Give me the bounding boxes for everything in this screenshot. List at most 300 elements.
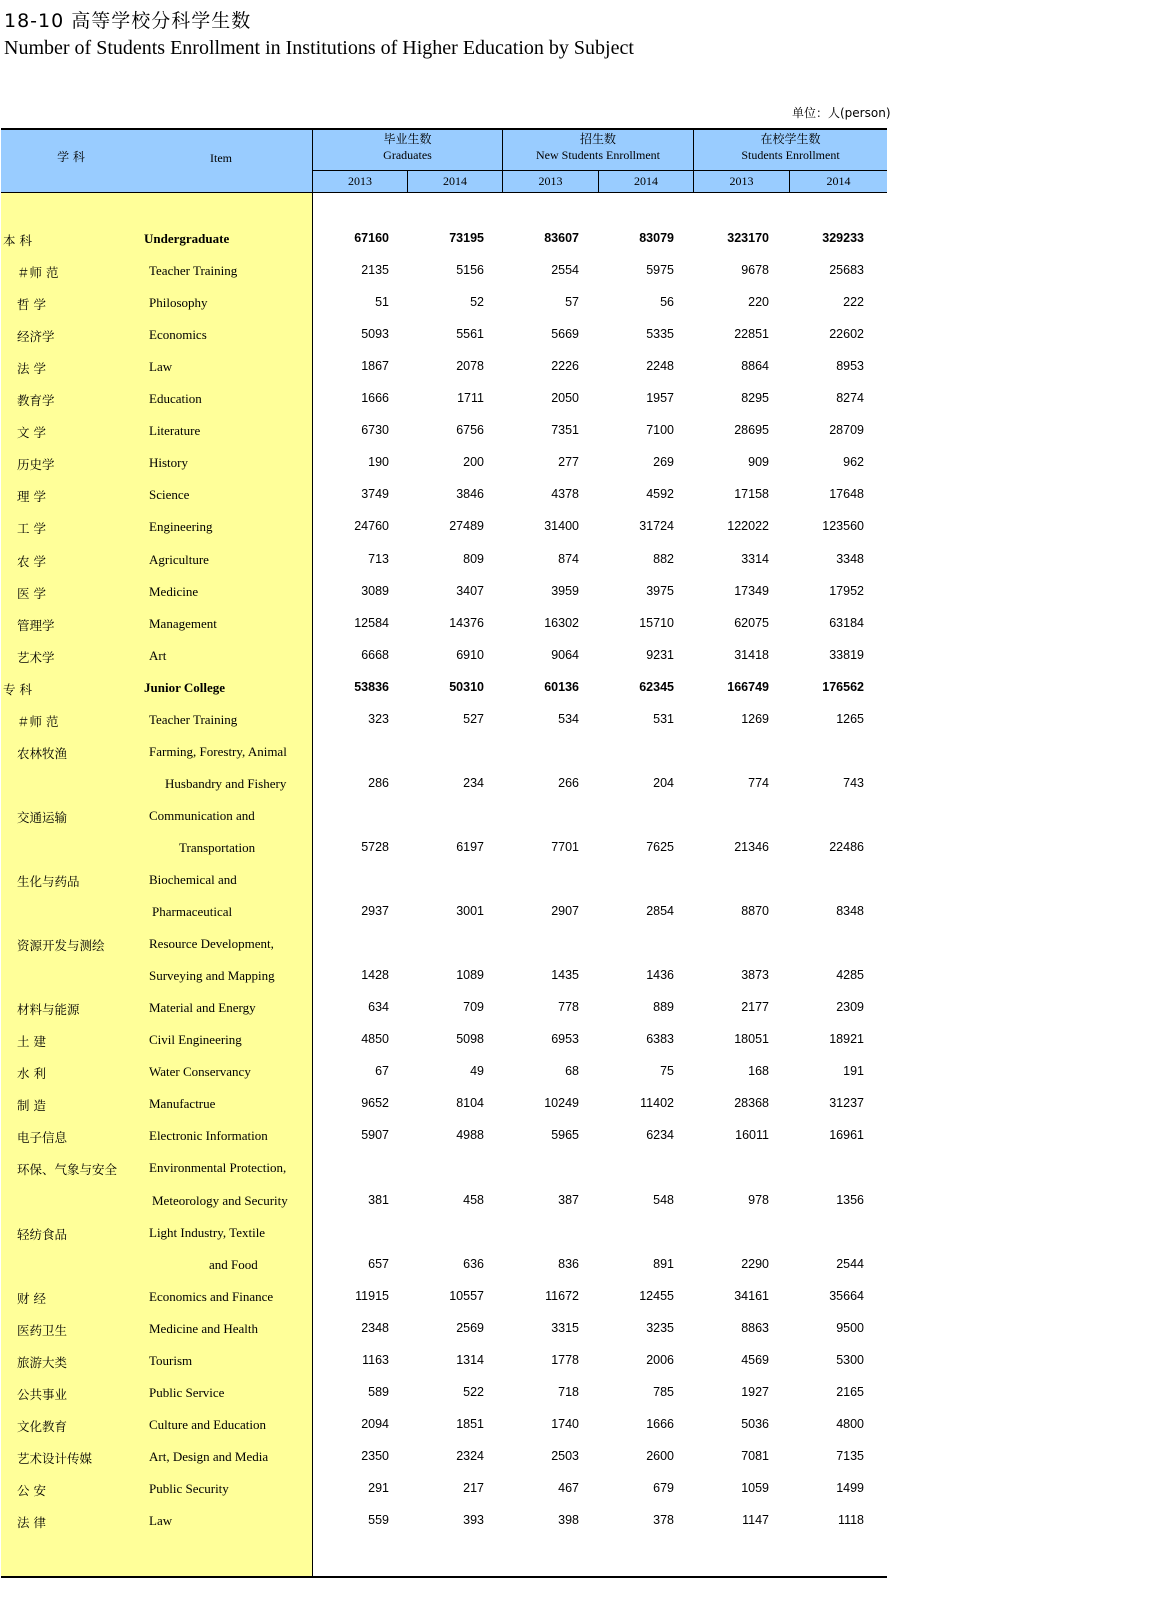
value-cell: 5098 — [456, 1032, 484, 1047]
value-cell: 323170 — [727, 231, 769, 245]
value-cell: 559 — [368, 1513, 389, 1527]
subject-en: Manufactrue — [149, 1096, 216, 1112]
subject-cn: 电子信息 — [17, 1130, 68, 1146]
value-cell: 15710 — [639, 615, 674, 630]
value-cell: 6234 — [646, 1128, 674, 1143]
subject-cn: 教育学 — [17, 393, 55, 409]
value-cell: 527 — [463, 711, 484, 726]
subject-cn: 法 律 — [17, 1515, 46, 1530]
value-cell: 7135 — [836, 1448, 864, 1463]
table-row — [1, 286, 887, 318]
value-cell: 9678 — [741, 263, 769, 278]
value-cell: 8104 — [456, 1096, 484, 1111]
value-cell: 1428 — [361, 968, 389, 983]
table-row — [1, 1216, 887, 1248]
table-row — [1, 863, 887, 895]
value-cell: 14376 — [449, 615, 484, 630]
value-cell: 4569 — [741, 1352, 769, 1367]
value-cell: 4592 — [646, 487, 674, 502]
value-cell: 2078 — [456, 359, 484, 374]
table-row — [1, 1472, 887, 1504]
subject-en: Management — [149, 615, 217, 631]
value-cell: 16302 — [544, 615, 579, 630]
new-enrollment-header-en: New Students Enrollment — [536, 148, 660, 162]
value-cell: 190 — [368, 455, 389, 470]
subject-cn: 材料与能源 — [17, 1002, 80, 1018]
subject-en: Surveying and Mapping — [149, 968, 275, 984]
unit-label: 单位：人(person) — [792, 106, 891, 120]
subject-cn: 财 经 — [17, 1290, 46, 1306]
subject-en: Tourism — [149, 1352, 193, 1368]
subject-en: Economics — [149, 327, 207, 343]
table-row — [1, 927, 887, 959]
subject-en: Public Security — [149, 1480, 229, 1496]
subject-cn: 本 科 — [3, 233, 32, 248]
subject-en: Art — [149, 647, 167, 663]
table-title-en: Number of Students Enrollment in Institutions of Higher Education by Subject — [4, 37, 634, 59]
value-cell: 12584 — [354, 615, 389, 630]
value-cell: 531 — [653, 711, 674, 726]
value-cell: 10249 — [544, 1096, 579, 1111]
value-cell: 4850 — [361, 1032, 389, 1047]
value-cell: 7081 — [741, 1448, 769, 1463]
value-cell: 5669 — [551, 327, 579, 342]
value-cell: 168 — [748, 1064, 769, 1079]
value-cell: 1778 — [551, 1352, 579, 1367]
value-cell: 166749 — [727, 679, 769, 694]
value-cell: 5335 — [646, 327, 674, 342]
value-cell: 1269 — [741, 711, 769, 726]
value-cell: 2248 — [646, 359, 674, 374]
table-row — [1, 1280, 887, 1312]
value-cell: 3314 — [741, 551, 769, 566]
value-cell: 522 — [463, 1384, 484, 1399]
value-cell: 2907 — [551, 904, 579, 919]
value-cell: 1666 — [646, 1416, 674, 1431]
item-header: Item — [210, 151, 232, 165]
value-cell: 25683 — [829, 263, 864, 278]
subject-cn: 环保、气象与安全 — [17, 1162, 118, 1178]
value-cell: 22602 — [829, 327, 864, 342]
value-cell: 67160 — [354, 231, 389, 245]
subject-en: Biochemical and — [149, 872, 237, 887]
table-row — [1, 1023, 887, 1055]
subject-header: 学 科 — [57, 150, 85, 164]
subject-en: Pharmaceutical — [152, 904, 233, 920]
subject-cn: 旅游大类 — [17, 1354, 68, 1370]
value-cell: 8295 — [741, 391, 769, 406]
value-cell: 882 — [653, 551, 674, 566]
value-cell: 718 — [558, 1384, 579, 1399]
value-cell: 200 — [463, 455, 484, 470]
value-cell: 56 — [660, 295, 674, 310]
subject-cn: ＃师 范 — [17, 713, 59, 729]
subject-cn: 法 学 — [17, 361, 46, 377]
value-cell: 8348 — [836, 904, 864, 919]
value-cell: 909 — [748, 455, 769, 470]
value-cell: 2226 — [551, 359, 579, 374]
value-cell: 9064 — [551, 647, 579, 662]
subject-en: Meteorology and Security — [152, 1192, 288, 1208]
value-cell: 8864 — [741, 359, 769, 374]
value-cell: 277 — [558, 455, 579, 470]
value-cell: 2006 — [646, 1352, 674, 1367]
value-cell: 16961 — [829, 1128, 864, 1143]
value-cell: 266 — [558, 775, 579, 790]
value-cell: 713 — [368, 551, 389, 566]
value-cell: 34161 — [734, 1288, 769, 1303]
value-cell: 2290 — [741, 1256, 769, 1271]
subject-cn: 资源开发与测绘 — [17, 938, 105, 954]
value-cell: 2165 — [836, 1384, 864, 1399]
value-cell: 5561 — [456, 327, 484, 342]
value-cell: 286 — [368, 775, 389, 790]
value-cell: 35664 — [829, 1288, 864, 1303]
value-cell: 387 — [558, 1192, 579, 1207]
value-cell: 5300 — [836, 1352, 864, 1367]
value-cell: 22486 — [829, 839, 864, 854]
table-row — [1, 639, 887, 671]
subject-cn: 水 利 — [17, 1066, 46, 1082]
subject-en: Light Industry, Textile — [149, 1224, 266, 1240]
subject-cn: 经济学 — [17, 329, 55, 345]
value-cell: 3959 — [551, 583, 579, 598]
value-cell: 17349 — [734, 583, 769, 598]
subject-en: Communication and — [149, 807, 255, 823]
value-cell: 21346 — [734, 839, 769, 854]
value-cell: 4378 — [551, 487, 579, 502]
value-cell: 9652 — [361, 1096, 389, 1111]
year-header: 2013 — [729, 174, 754, 188]
header-mid-line — [313, 170, 887, 171]
year-header: 2014 — [634, 174, 658, 188]
table-row — [1, 799, 887, 831]
value-cell: 1436 — [646, 968, 674, 983]
table-section-row — [1, 222, 887, 254]
value-cell: 1147 — [742, 1513, 769, 1527]
value-cell: 217 — [463, 1480, 484, 1495]
value-cell: 1356 — [836, 1192, 864, 1207]
new-enrollment-header-cn: 招生数 — [579, 132, 616, 146]
table-row — [1, 382, 887, 414]
value-cell: 2350 — [361, 1448, 389, 1463]
value-cell: 2324 — [456, 1448, 484, 1463]
subject-cn: 工 学 — [17, 521, 46, 537]
table-row — [1, 350, 887, 382]
value-cell: 5156 — [456, 263, 484, 278]
value-cell: 1711 — [457, 391, 484, 406]
value-cell: 1499 — [836, 1480, 864, 1495]
value-cell: 2937 — [361, 904, 389, 919]
subject-en: Law — [149, 359, 173, 375]
value-cell: 381 — [368, 1192, 389, 1207]
value-cell: 634 — [368, 1000, 389, 1015]
value-cell: 3846 — [456, 487, 484, 502]
top-rule — [1, 128, 887, 130]
value-cell: 3873 — [741, 968, 769, 983]
value-cell: 3235 — [646, 1320, 674, 1335]
subject-cn: ＃师 范 — [17, 265, 59, 281]
subject-en: Agriculture — [149, 551, 209, 567]
subject-cn: 文 学 — [17, 425, 46, 441]
value-cell: 1740 — [551, 1416, 579, 1431]
value-cell: 8863 — [741, 1320, 769, 1335]
value-cell: 1314 — [456, 1352, 484, 1367]
value-cell: 6668 — [361, 647, 389, 662]
subject-cn: 艺术设计传媒 — [17, 1450, 93, 1466]
value-cell: 31418 — [734, 647, 769, 662]
subject-cn: 土 建 — [17, 1034, 46, 1050]
value-cell: 1867 — [361, 359, 389, 374]
value-cell: 534 — [558, 711, 579, 726]
value-cell: 17648 — [829, 487, 864, 502]
table-row — [1, 1312, 887, 1344]
subject-en: Husbandry and Fishery — [165, 775, 287, 791]
graduates-header-en: Graduates — [383, 148, 432, 162]
value-cell: 4988 — [456, 1128, 484, 1143]
graduates-header-cn: 毕业生数 — [383, 132, 432, 146]
year-header: 2014 — [826, 174, 851, 188]
value-cell: 51 — [375, 295, 389, 310]
subject-en: Science — [149, 487, 190, 503]
value-cell: 323 — [368, 711, 389, 726]
value-cell: 234 — [463, 775, 484, 790]
value-cell: 17952 — [829, 583, 864, 598]
subject-cn: 理 学 — [17, 489, 46, 505]
table-row — [1, 1344, 887, 1376]
value-cell: 5093 — [361, 327, 389, 342]
value-cell: 8274 — [836, 391, 864, 406]
value-cell: 774 — [748, 775, 769, 790]
subject-cn: 公共事业 — [17, 1386, 68, 1402]
bottom-rule — [1, 1576, 887, 1578]
subject-en: Engineering — [149, 519, 213, 535]
value-cell: 220 — [748, 295, 769, 310]
value-cell: 52 — [470, 295, 484, 310]
table-row — [1, 735, 887, 767]
subject-en: and Food — [209, 1256, 258, 1272]
subject-cn: 医药卫生 — [17, 1322, 68, 1338]
value-cell: 709 — [463, 1000, 484, 1015]
value-cell: 176562 — [822, 679, 864, 694]
subject-en: Teacher Training — [149, 263, 238, 279]
year-header: 2013 — [348, 174, 372, 188]
value-cell: 57 — [565, 295, 579, 310]
statistics-table — [1, 128, 887, 1578]
subject-en: Medicine — [149, 583, 199, 599]
value-cell: 1851 — [456, 1416, 484, 1431]
subject-cn: 专 科 — [3, 681, 32, 697]
value-cell: 874 — [558, 551, 579, 566]
value-cell: 22851 — [734, 327, 769, 342]
subject-cn: 农 学 — [17, 553, 46, 569]
value-cell: 18051 — [734, 1032, 769, 1047]
value-cell: 63184 — [829, 615, 864, 630]
value-cell: 83607 — [544, 231, 579, 245]
value-cell: 4800 — [836, 1416, 864, 1431]
value-cell: 679 — [653, 1480, 674, 1495]
subject-en: Teacher Training — [149, 711, 238, 727]
value-cell: 3749 — [361, 487, 389, 502]
subject-en: Civil Engineering — [149, 1032, 242, 1048]
value-cell: 75 — [660, 1064, 674, 1079]
value-cell: 11915 — [355, 1288, 389, 1303]
value-cell: 6730 — [361, 423, 389, 438]
value-cell: 6953 — [551, 1032, 579, 1047]
value-cell: 8953 — [836, 359, 864, 374]
value-cell: 2600 — [646, 1448, 674, 1463]
subject-cn: 轻纺食品 — [17, 1226, 68, 1242]
value-cell: 743 — [843, 775, 864, 790]
value-cell: 398 — [558, 1513, 579, 1527]
value-cell: 31400 — [544, 519, 579, 534]
value-cell: 122022 — [727, 519, 769, 534]
subject-en: Medicine and Health — [149, 1320, 259, 1336]
value-cell: 269 — [653, 455, 674, 470]
value-cell: 589 — [368, 1384, 389, 1399]
value-cell: 67 — [375, 1064, 389, 1079]
value-cell: 60136 — [544, 679, 579, 694]
value-cell: 28709 — [829, 423, 864, 438]
value-cell: 5965 — [551, 1128, 579, 1143]
value-cell: 836 — [558, 1256, 579, 1271]
subject-en: Environmental Protection, — [149, 1160, 287, 1176]
value-cell: 3315 — [551, 1320, 579, 1335]
subject-cn: 交通运输 — [17, 809, 68, 825]
subject-en: Art, Design and Media — [149, 1448, 269, 1464]
subject-cn: 农林牧渔 — [17, 745, 68, 761]
subject-en: Undergraduate — [144, 231, 230, 246]
subject-cn: 艺术学 — [17, 649, 55, 665]
value-cell: 83079 — [639, 231, 674, 245]
value-cell: 191 — [843, 1064, 864, 1079]
value-cell: 2544 — [836, 1256, 864, 1271]
value-cell: 2050 — [551, 391, 579, 406]
value-cell: 31237 — [829, 1096, 864, 1111]
value-cell: 12455 — [639, 1288, 674, 1303]
value-cell: 1666 — [361, 391, 389, 406]
subject-en: Transportation — [179, 839, 256, 855]
value-cell: 11672 — [545, 1288, 579, 1303]
value-cell: 3348 — [836, 551, 864, 566]
value-cell: 5728 — [361, 839, 389, 854]
subject-cn: 哲 学 — [17, 297, 46, 313]
value-cell: 28368 — [734, 1096, 769, 1111]
value-cell: 1265 — [836, 711, 864, 726]
value-cell: 33819 — [829, 647, 864, 662]
value-cell: 49 — [470, 1064, 484, 1079]
table-row — [1, 1440, 887, 1472]
subject-cn: 医 学 — [17, 585, 46, 601]
table-row — [1, 446, 887, 478]
table-row — [1, 1119, 887, 1151]
table-row — [1, 478, 887, 510]
subject-en: Junior College — [144, 679, 226, 695]
value-cell: 3407 — [456, 583, 484, 598]
value-cell: 17158 — [734, 487, 769, 502]
value-cell: 6756 — [456, 423, 484, 438]
value-cell: 5036 — [741, 1416, 769, 1431]
value-cell: 1927 — [741, 1384, 769, 1399]
value-cell: 4285 — [836, 968, 864, 983]
table-section-row — [1, 671, 887, 703]
value-cell: 1118 — [838, 1513, 864, 1527]
value-cell: 7625 — [646, 839, 674, 854]
enrollment-header-cn: 在校学生数 — [760, 132, 821, 146]
value-cell: 50310 — [449, 679, 484, 694]
subject-en: Resource Development, — [149, 936, 274, 952]
table-row — [1, 414, 887, 446]
value-cell: 8870 — [741, 904, 769, 919]
value-cell: 2569 — [456, 1320, 484, 1335]
subject-en: Electronic Information — [149, 1128, 268, 1144]
table-row — [1, 831, 887, 863]
value-cell: 1435 — [551, 968, 579, 983]
year-header: 2013 — [538, 174, 563, 188]
value-cell: 7100 — [646, 423, 674, 438]
subject-en: Culture and Education — [149, 1416, 266, 1432]
subject-cn: 制 造 — [17, 1098, 46, 1114]
table-row — [1, 1376, 887, 1408]
table-row — [1, 767, 887, 799]
value-cell: 2135 — [361, 263, 389, 278]
value-cell: 891 — [653, 1256, 674, 1271]
value-cell: 889 — [653, 1000, 674, 1015]
value-cell: 2503 — [551, 1448, 579, 1463]
value-cell: 222 — [843, 295, 864, 310]
value-cell: 62075 — [734, 615, 769, 630]
value-cell: 548 — [653, 1192, 674, 1207]
value-cell: 16011 — [735, 1128, 769, 1143]
subject-en: Education — [149, 391, 202, 407]
table-row — [1, 1055, 887, 1087]
value-cell: 5907 — [361, 1128, 389, 1143]
table-row — [1, 607, 887, 639]
subject-cn: 生化与药品 — [17, 874, 80, 889]
subject-cn: 公 安 — [17, 1482, 46, 1498]
table-row — [1, 1184, 887, 1216]
value-cell: 11402 — [640, 1096, 674, 1111]
value-cell: 7351 — [551, 423, 579, 438]
value-cell: 1163 — [362, 1352, 389, 1367]
table-row — [1, 1408, 887, 1440]
value-cell: 467 — [558, 1480, 579, 1495]
subject-en: Philosophy — [149, 295, 208, 311]
value-cell: 27489 — [449, 519, 484, 534]
value-cell: 657 — [368, 1256, 389, 1271]
table-row — [1, 1087, 887, 1119]
table-row — [1, 510, 887, 542]
value-cell: 2554 — [551, 263, 579, 278]
subject-en: Literature — [149, 423, 201, 439]
table-row — [1, 991, 887, 1023]
value-cell: 73195 — [449, 231, 484, 245]
table-row — [1, 254, 887, 286]
subject-en: Material and Energy — [149, 1000, 256, 1016]
table-row — [1, 575, 887, 607]
value-cell: 2177 — [741, 1000, 769, 1015]
value-cell: 458 — [463, 1192, 484, 1207]
value-cell: 24760 — [354, 519, 389, 534]
header-bottom-line — [1, 192, 887, 193]
subject-cn: 管理学 — [17, 617, 55, 633]
value-cell: 68 — [565, 1064, 579, 1079]
value-cell: 10557 — [449, 1288, 484, 1303]
value-cell: 2309 — [836, 1000, 864, 1015]
table-row — [1, 1248, 887, 1280]
value-cell: 31724 — [639, 519, 674, 534]
value-cell: 778 — [558, 1000, 579, 1015]
